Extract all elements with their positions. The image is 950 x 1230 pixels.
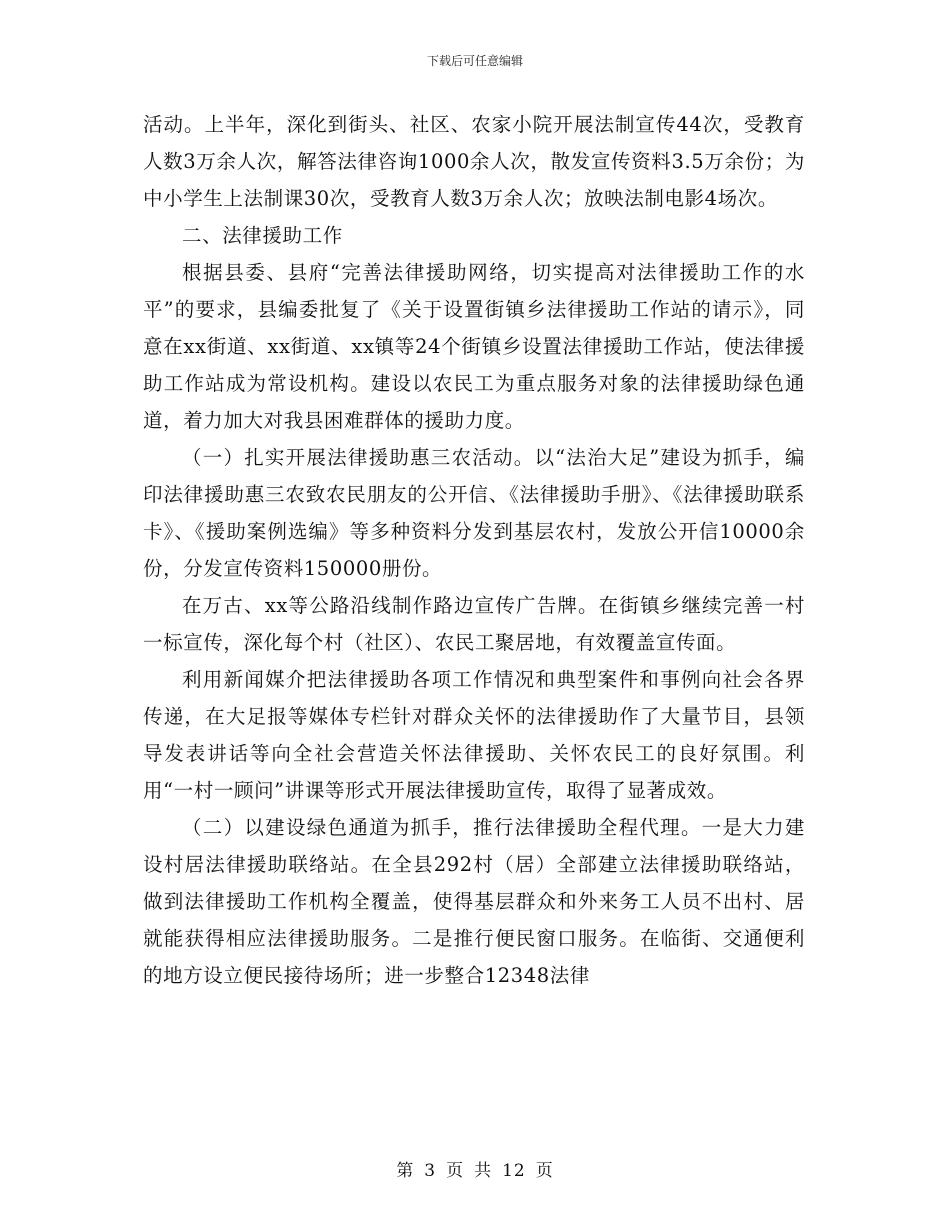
total-pages: 12 [502, 1161, 526, 1181]
page-number: 3 [424, 1161, 437, 1181]
document-body [143, 106, 805, 994]
total-label: 共 [474, 1161, 493, 1181]
total-unit: 页 [535, 1161, 554, 1181]
paragraph: 在万古、xx等公路沿线制作路边宣传广告牌。在街镇乡继续完善一村一标宣传，深化每个村（社区）、农民工聚居地，有效覆盖宣传面。 [143, 594, 805, 654]
paragraph: （一）扎实开展法律援助惠三农活动。以“法治大足”建设为抓手，编印法律援助惠三农致农民朋友的公开信、《法律援助手册》、《法律援助联系卡》、《援助案例选编》等多种资料分发到基层农村，发放公开信10000余份，分发宣传资料150000册份。 [143, 446, 805, 580]
paragraph-continuation: 活动。上半年，深化到街头、社区、农家小院开展法制宣传44次，受教育人数3万余人次，解答法律咨询1000余人次，散发宣传资料3.5万余份；为中小学生上法制课30次，受教育人数3万余人次；放映法制电影4场次。 [143, 113, 805, 210]
paragraph: 根据县委、县府“完善法律援助网络，切实提高对法律援助工作的水平”的要求，县编委批复了《关于设置街镇乡法律援助工作站的请示》，同意在xx街道、xx街道、xx镇等24个街镇乡设置法律援助工作站，使法律援助工作站成为常设机构。建设以农民工为重点服务对象的法律援助绿色通道，着力加大对我县困难群体的援助力度。 [143, 261, 805, 432]
page-header: 下载后可任意编辑 [426, 54, 523, 68]
paragraph: 利用新闻媒介把法律援助各项工作情况和典型案件和事例向社会各界传递，在大足报等媒体专栏针对群众关怀的法律援助作了大量节目，县领导发表讲话等向全社会营造关怀法律援助、关怀农民工的良好氛围。利用“一村一顾问”讲课等形式开展法律援助宣传，取得了显著成效。 [143, 668, 805, 802]
page-unit: 页 [446, 1161, 465, 1181]
page-label: 第 [396, 1161, 415, 1181]
paragraph: （二）以建设绿色通道为抓手，推行法律援助全程代理。一是大力建设村居法律援助联络站。在全县292村（居）全部建立法律援助联络站，做到法律援助工作机构全覆盖，使得基层群众和外来务工人员不出村、居就能获得相应法律援助服务。二是推行便民窗口服务。在临街、交通便利的地方设立便民接待场所；进一步整合12348法律 [143, 816, 805, 987]
page-footer [0, 1156, 950, 1181]
section-heading: 二、法律援助工作 [182, 224, 343, 247]
